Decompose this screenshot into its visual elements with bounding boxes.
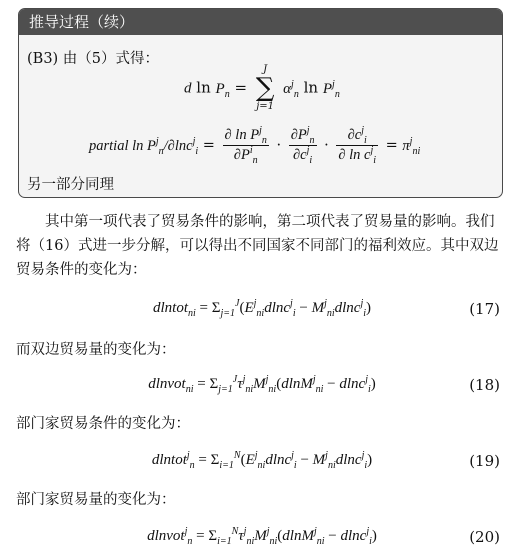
label-eq19: 部门家贸易条件的变化为： bbox=[16, 416, 190, 432]
equation-19 bbox=[18, 448, 506, 478]
eq18-number: (18) bbox=[469, 376, 500, 394]
eq20-body: dlnvot$^j_n$ = $\Sigma_{i=1}^N\tau^j_{ni}M^j_{ni}(dlnM^j_{ni} - dlnc^j_i)$ bbox=[147, 526, 377, 547]
derivation-box bbox=[18, 8, 503, 198]
eq2-f2-num-sub: n bbox=[309, 134, 315, 146]
eq2-slash: /∂lnc bbox=[163, 137, 193, 154]
eq1-ln2: ln bbox=[303, 78, 319, 97]
box-title: 推导过程（续） bbox=[19, 9, 502, 35]
eq1-d: d bbox=[184, 80, 192, 97]
eq2-f3-den: ∂ ln c bbox=[338, 147, 371, 163]
eq1-P-sub: n bbox=[224, 88, 230, 100]
eq1-sum: J ∑ j=1 bbox=[255, 64, 275, 113]
paragraph-intro: 其中第一项代表了贸易条件的影响，第二项代表了贸易量的影响。我们将（16）式进一步分解，可以得出不同国家不同部门的福利效应。其中双边贸易条件的变化为： bbox=[16, 214, 499, 278]
eq1-alpha-sup: j bbox=[291, 78, 294, 90]
equation-partial: partial $\ln P^j_n/\partial\ln c^j_i$ = $\frac{\partial \ln P^j_n}{\partial P^i_n}$ · $\frac{\partial P^j_n}{\partial c^j_i}$ · $\frac{\partial c^j_i}{\partial \ln c^j_i}$ = $\pi^j_{ni}$ bbox=[89, 125, 421, 166]
eq1-P2: P bbox=[322, 80, 333, 97]
label-eq18: 而双边贸易量的变化为： bbox=[16, 342, 176, 358]
eq2-lhs: partial ln P bbox=[89, 137, 156, 154]
eq2-f2-den-sub: i bbox=[309, 154, 313, 166]
eq2-pi: π bbox=[402, 137, 410, 154]
eq20-number: (20) bbox=[469, 528, 500, 546]
eq2-f3-den-sup: j bbox=[370, 145, 374, 157]
eq2-pi-sup: j bbox=[409, 135, 413, 147]
eq2-f1-num-sub: n bbox=[261, 134, 267, 146]
eq1-ln: ln bbox=[196, 78, 211, 97]
eq2-frac1 bbox=[223, 127, 269, 164]
eq2-pi-sub: ni bbox=[412, 145, 421, 157]
eq17-number: (17) bbox=[469, 300, 500, 318]
eq2-slash-sub: i bbox=[195, 145, 199, 157]
eq1-sum-upper: J bbox=[263, 64, 268, 75]
eq17-body: dlntot$_{ni}$ = $\Sigma_{j=1}^J(E^j_{ni}dlnc^j_i - M^j_{ni}dlnc^j_i)$ bbox=[152, 298, 372, 319]
eq2-frac3 bbox=[336, 127, 378, 164]
eq2-f2-num: ∂P bbox=[290, 127, 307, 143]
eq19-body: dlntot$^j_n$ = $\Sigma_{i=1}^N(E^j_{ni}dlnc^j_i - M^j_{ni}dlnc^j_i)$ bbox=[151, 450, 373, 471]
eq2-f1-den: ∂P bbox=[233, 147, 250, 163]
eq1-sum-lower: j=1 bbox=[256, 101, 275, 113]
eq2-lhs-sup: j bbox=[155, 135, 159, 147]
eq2-f2-num-sup: j bbox=[306, 125, 310, 137]
equation-18 bbox=[18, 372, 506, 402]
eq1-P2-sub: n bbox=[334, 88, 340, 100]
label-eq20: 部门家贸易量的变化为： bbox=[16, 492, 176, 508]
eq1-P2-sup: j bbox=[332, 78, 335, 90]
eq2-f3-den-sub: i bbox=[373, 154, 377, 166]
box-last-line: 另一部分同理 bbox=[27, 177, 114, 193]
eq18-body: dlnvot$_{ni}$ = $\Sigma_{j=1}^J\tau^j_{ni}M^j_{ni}(dlnM^j_{ni} - dlnc^j_i)$ bbox=[148, 374, 376, 395]
eq2-f3-num-sub: i bbox=[363, 134, 367, 146]
eq2-slash-sup: j bbox=[192, 135, 196, 147]
eq2-lhs-sub: n bbox=[158, 145, 164, 157]
eq1-alpha: α bbox=[283, 80, 292, 97]
box-intro-line: (B3) 由（5）式得： bbox=[27, 51, 160, 67]
eq2-f1-num: ∂ ln P bbox=[224, 127, 260, 143]
eq2-f1-den-sub: n bbox=[252, 154, 258, 166]
eq2-f1-num-sup: j bbox=[259, 125, 262, 137]
equation-17 bbox=[18, 296, 506, 326]
eq2-f3-num-sup: j bbox=[361, 125, 364, 137]
box-body bbox=[19, 35, 502, 197]
equation-dlnP: d $\ln P_n$ = J ∑ j=1 $\alpha^j_n$ $\ln P^j_n$ bbox=[184, 64, 340, 113]
eq2-frac2 bbox=[289, 127, 317, 164]
eq1-alpha-sub: n bbox=[293, 88, 299, 100]
eq2-f3-num: ∂c bbox=[347, 127, 362, 143]
eq1-P: P bbox=[215, 80, 225, 97]
eq2-f2-den: ∂c bbox=[293, 147, 307, 163]
eq19-number: (19) bbox=[469, 452, 500, 470]
equation-20 bbox=[18, 524, 506, 554]
eq2-f1-den-sup: i bbox=[249, 145, 253, 157]
eq2-f2-den-sup: j bbox=[306, 145, 310, 157]
